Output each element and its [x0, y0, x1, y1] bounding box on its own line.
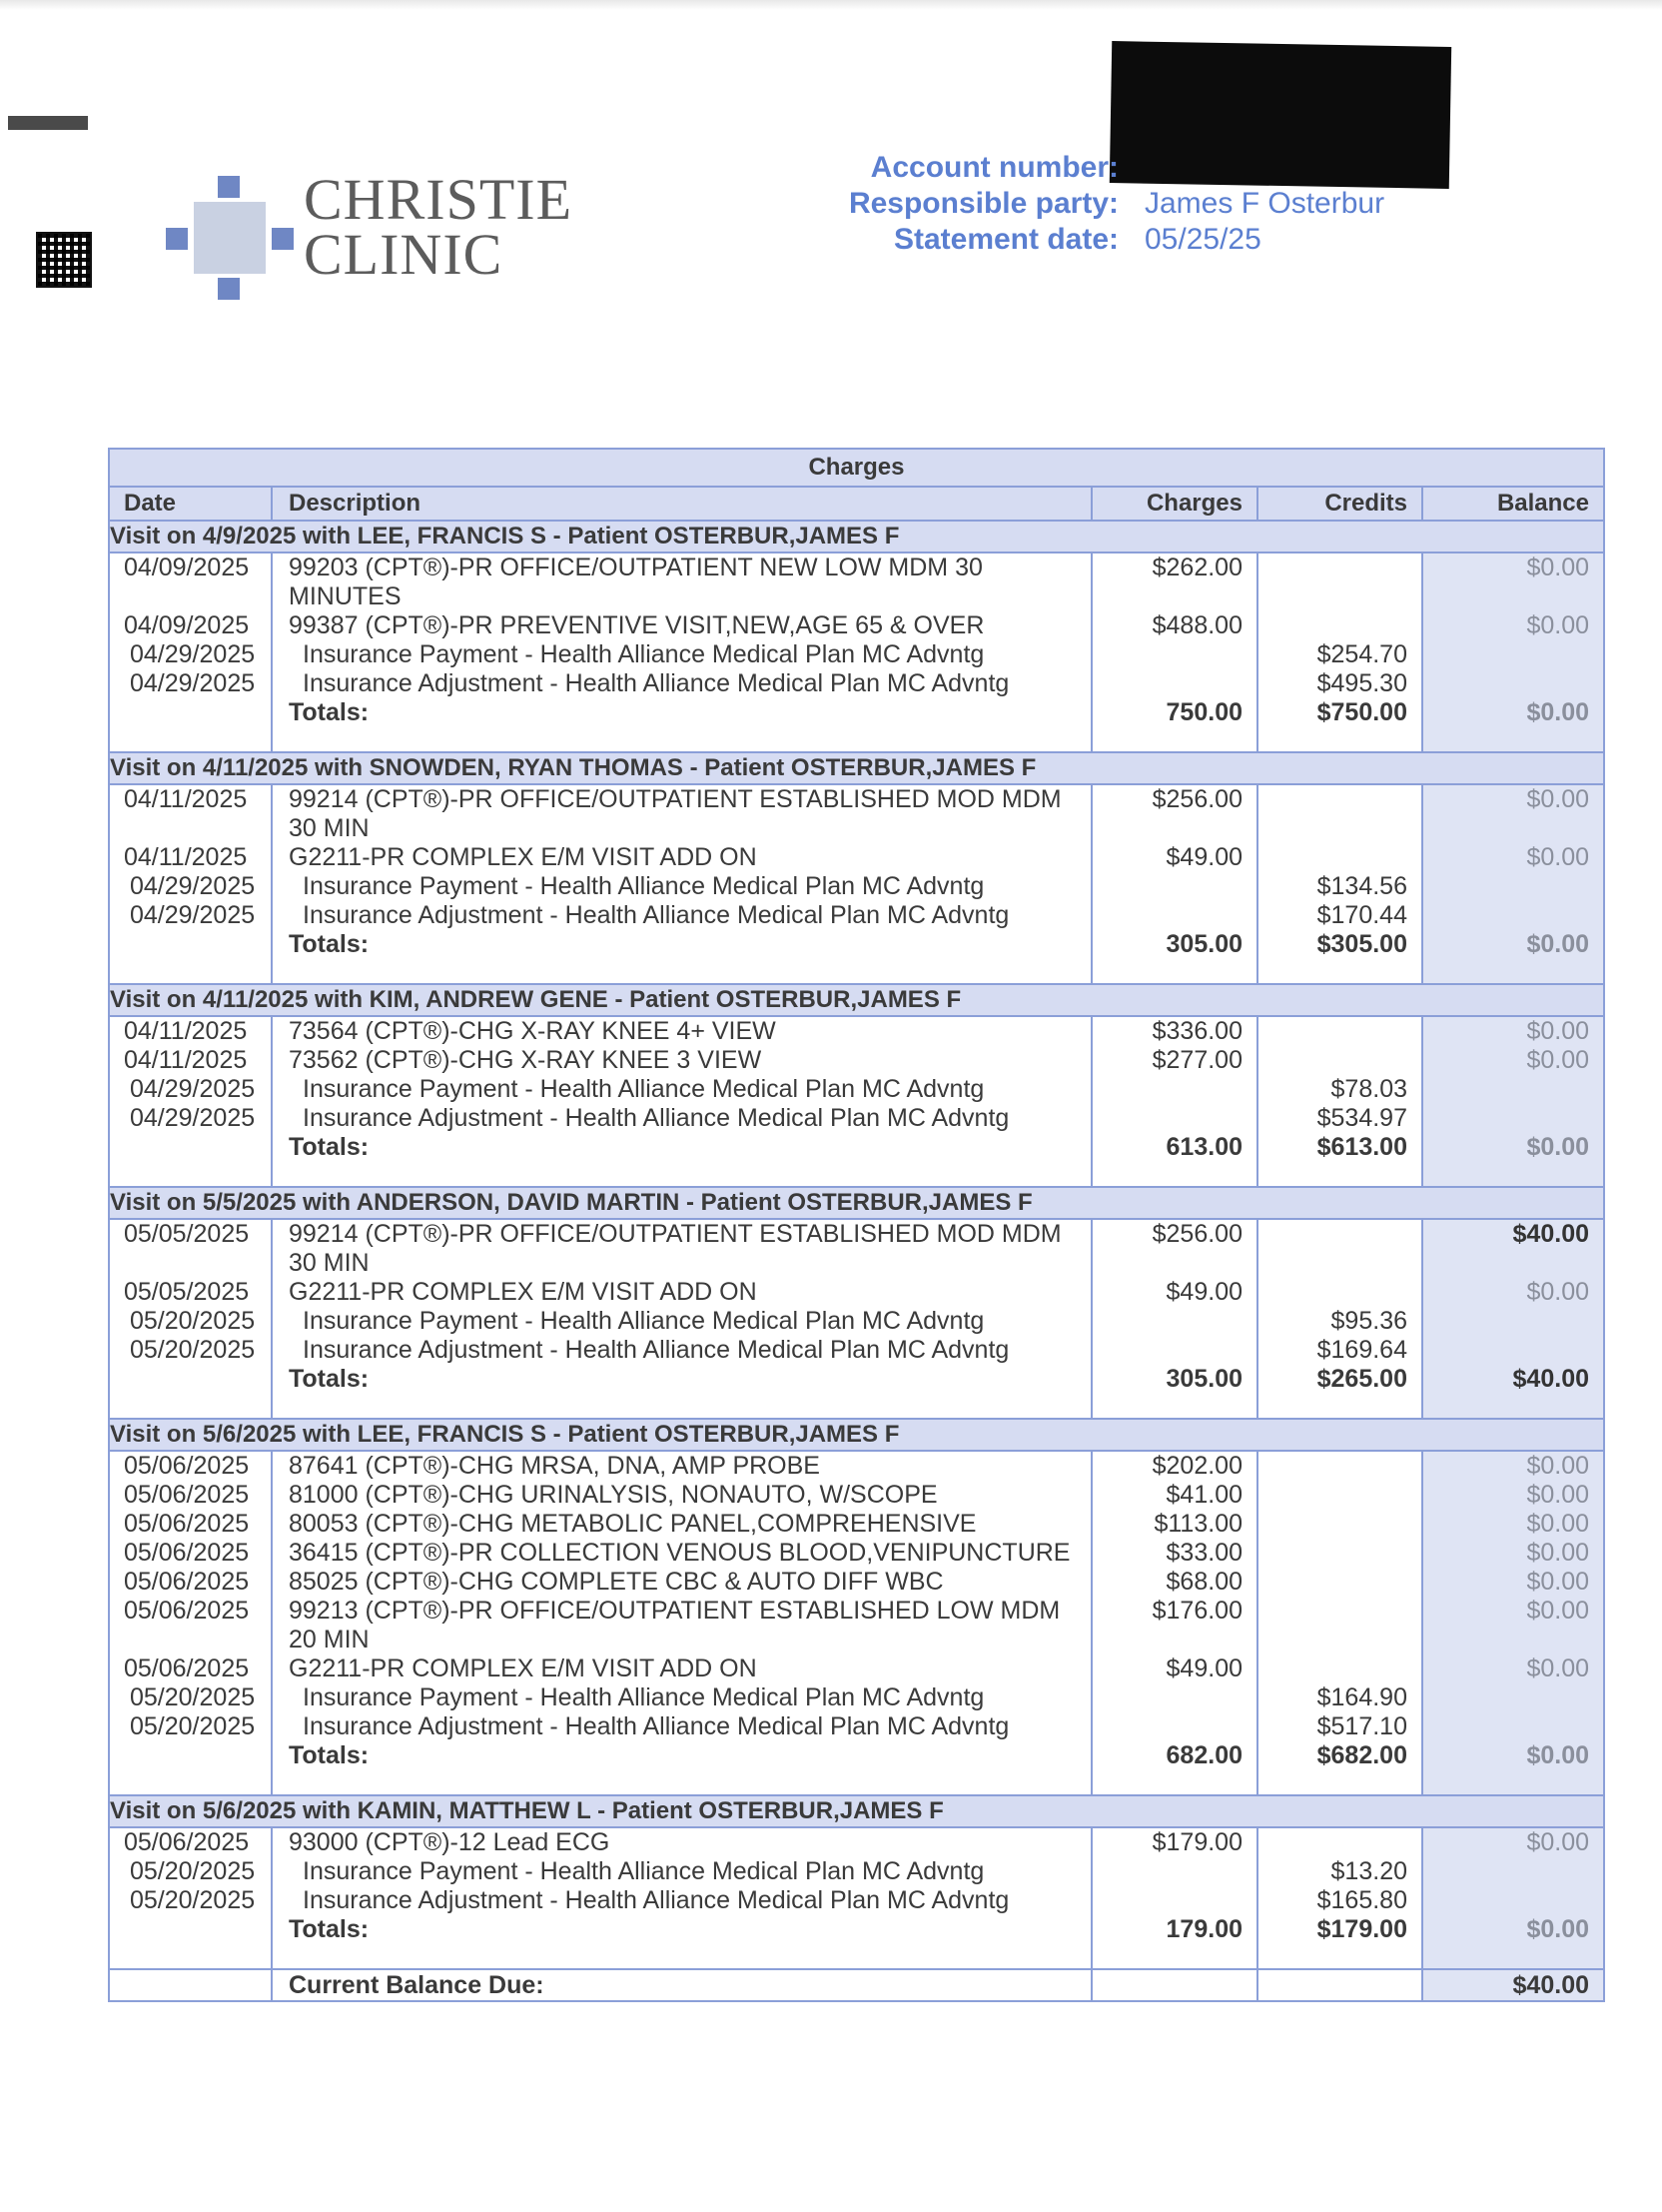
visit-header: Visit on 5/6/2025 with KAMIN, MATTHEW L - Patient OSTERBUR,JAMES F — [109, 1795, 1604, 1827]
totals-label: Totals: — [272, 1741, 1092, 1770]
line-date: 05/20/2025 — [109, 1857, 272, 1886]
visit-header: Visit on 5/6/2025 with LEE, FRANCIS S - Patient OSTERBUR,JAMES F — [109, 1419, 1604, 1451]
line-charge: $256.00 — [1092, 784, 1257, 843]
table-row — [109, 1104, 1604, 1133]
line-charge — [1092, 872, 1257, 901]
line-description: Insurance Adjustment - Health Alliance Medical Plan MC Advntg — [272, 901, 1092, 930]
account-number-label: Account number: — [870, 151, 1119, 184]
totals-date-cell — [109, 1365, 272, 1394]
table-row — [109, 1886, 1604, 1915]
line-description: Insurance Adjustment - Health Alliance Medical Plan MC Advntg — [272, 1336, 1092, 1365]
totals-charge: 613.00 — [1092, 1133, 1257, 1162]
line-credit — [1257, 1481, 1422, 1510]
line-balance — [1422, 872, 1604, 901]
line-credit — [1257, 1510, 1422, 1539]
line-date: 04/11/2025 — [109, 1016, 272, 1046]
statement-date-value: 05/25/25 — [1145, 223, 1261, 256]
line-description: 81000 (CPT®)-CHG URINALYSIS, NONAUTO, W/SCOPE — [272, 1481, 1092, 1510]
line-date: 05/06/2025 — [109, 1568, 272, 1597]
line-date: 04/29/2025 — [109, 901, 272, 930]
line-balance — [1422, 1104, 1604, 1133]
totals-credit: $179.00 — [1257, 1915, 1422, 1944]
line-charge: $49.00 — [1092, 843, 1257, 872]
line-balance: $0.00 — [1422, 553, 1604, 611]
totals-row — [109, 1741, 1604, 1770]
current-balance-value: $40.00 — [1422, 1969, 1604, 2001]
line-credit: $517.10 — [1257, 1712, 1422, 1741]
line-date: 05/20/2025 — [109, 1336, 272, 1365]
line-description: Insurance Payment - Health Alliance Medical Plan MC Advntg — [272, 1857, 1092, 1886]
visit-spacer-row — [109, 959, 1604, 984]
line-credit — [1257, 1451, 1422, 1481]
table-row — [109, 1568, 1604, 1597]
spacer-cell — [1422, 1394, 1604, 1419]
line-date: 05/06/2025 — [109, 1597, 272, 1655]
totals-date-cell — [109, 1915, 272, 1944]
line-credit: $169.64 — [1257, 1336, 1422, 1365]
table-row — [109, 901, 1604, 930]
line-date: 05/05/2025 — [109, 1219, 272, 1278]
line-balance: $0.00 — [1422, 1510, 1604, 1539]
visit-header: Visit on 4/11/2025 with SNOWDEN, RYAN THOMAS - Patient OSTERBUR,JAMES F — [109, 752, 1604, 784]
spacer-cell — [109, 727, 272, 752]
totals-label: Totals: — [272, 930, 1092, 959]
line-description: Insurance Payment - Health Alliance Medical Plan MC Advntg — [272, 1683, 1092, 1712]
table-row — [109, 1683, 1604, 1712]
clinic-name-line1: CHRISTIE — [304, 167, 572, 232]
totals-balance: $0.00 — [1422, 1741, 1604, 1770]
line-balance: $0.00 — [1422, 1655, 1604, 1683]
logo-center-icon — [194, 202, 266, 274]
line-description: 85025 (CPT®)-CHG COMPLETE CBC & AUTO DIFF WBC — [272, 1568, 1092, 1597]
charges-table — [108, 448, 1605, 2002]
clinic-name-line2: CLINIC — [304, 222, 503, 287]
visit-header-row — [109, 521, 1604, 553]
line-date: 04/29/2025 — [109, 1104, 272, 1133]
table-row — [109, 1219, 1604, 1278]
line-description: Insurance Adjustment - Health Alliance Medical Plan MC Advntg — [272, 669, 1092, 698]
table-row — [109, 1655, 1604, 1683]
column-header-credits: Credits — [1257, 487, 1422, 521]
line-charge: $33.00 — [1092, 1539, 1257, 1568]
spacer-cell — [1257, 1394, 1422, 1419]
line-credit — [1257, 784, 1422, 843]
spacer-cell — [1092, 1770, 1257, 1795]
column-header-charges: Charges — [1092, 487, 1257, 521]
table-row — [109, 1307, 1604, 1336]
table-title: Charges — [109, 449, 1604, 487]
logo-square-icon — [272, 228, 294, 250]
totals-balance: $0.00 — [1422, 698, 1604, 727]
line-balance — [1422, 1336, 1604, 1365]
totals-label: Totals: — [272, 1133, 1092, 1162]
table-row — [109, 1827, 1604, 1857]
line-date: 04/29/2025 — [109, 669, 272, 698]
line-credit — [1257, 1655, 1422, 1683]
visit-header: Visit on 4/9/2025 with LEE, FRANCIS S - Patient OSTERBUR,JAMES F — [109, 521, 1604, 553]
line-description: Insurance Adjustment - Health Alliance Medical Plan MC Advntg — [272, 1712, 1092, 1741]
spacer-cell — [1257, 1162, 1422, 1187]
line-credit: $170.44 — [1257, 901, 1422, 930]
line-date: 04/11/2025 — [109, 784, 272, 843]
line-description: 73564 (CPT®)-CHG X-RAY KNEE 4+ VIEW — [272, 1016, 1092, 1046]
line-credit: $78.03 — [1257, 1075, 1422, 1104]
line-charge: $336.00 — [1092, 1016, 1257, 1046]
totals-credit: $682.00 — [1257, 1741, 1422, 1770]
visit-header-row — [109, 1795, 1604, 1827]
line-description: 87641 (CPT®)-CHG MRSA, DNA, AMP PROBE — [272, 1451, 1092, 1481]
logo-square-icon — [218, 176, 240, 198]
visit-spacer-row — [109, 727, 1604, 752]
spacer-cell — [272, 1944, 1092, 1969]
line-charge — [1092, 1886, 1257, 1915]
line-description: 99387 (CPT®)-PR PREVENTIVE VISIT,NEW,AGE 65 & OVER — [272, 611, 1092, 640]
line-balance — [1422, 1857, 1604, 1886]
line-date: 05/20/2025 — [109, 1307, 272, 1336]
totals-charge: 305.00 — [1092, 930, 1257, 959]
line-description: Insurance Adjustment - Health Alliance Medical Plan MC Advntg — [272, 1886, 1092, 1915]
line-date: 04/09/2025 — [109, 611, 272, 640]
visit-spacer-row — [109, 1770, 1604, 1795]
totals-balance: $0.00 — [1422, 1915, 1604, 1944]
line-date: 04/11/2025 — [109, 843, 272, 872]
table-row — [109, 1712, 1604, 1741]
table-row — [109, 553, 1604, 611]
line-credit: $95.36 — [1257, 1307, 1422, 1336]
line-date: 05/06/2025 — [109, 1655, 272, 1683]
totals-label: Totals: — [272, 1365, 1092, 1394]
line-credit — [1257, 1219, 1422, 1278]
line-charge — [1092, 669, 1257, 698]
line-credit: $495.30 — [1257, 669, 1422, 698]
table-body — [109, 521, 1604, 1969]
spacer-cell — [1092, 727, 1257, 752]
table-row — [109, 1046, 1604, 1075]
line-balance: $0.00 — [1422, 784, 1604, 843]
table-row — [109, 1539, 1604, 1568]
totals-date-cell — [109, 930, 272, 959]
table-row — [109, 1016, 1604, 1046]
current-balance-label: Current Balance Due: — [272, 1969, 1092, 2001]
visit-header-row — [109, 1187, 1604, 1219]
line-balance: $0.00 — [1422, 1046, 1604, 1075]
barcode-icon — [36, 232, 92, 288]
visit-spacer-row — [109, 1394, 1604, 1419]
column-header-date: Date — [109, 487, 272, 521]
spacer-cell — [1257, 959, 1422, 984]
totals-label: Totals: — [272, 1915, 1092, 1944]
spacer-cell — [1257, 727, 1422, 752]
line-date: 05/06/2025 — [109, 1481, 272, 1510]
table-row — [109, 640, 1604, 669]
account-info — [819, 150, 1384, 258]
spacer-cell — [1092, 1944, 1257, 1969]
line-charge — [1092, 1075, 1257, 1104]
totals-row — [109, 1365, 1604, 1394]
totals-row — [109, 698, 1604, 727]
line-date: 05/06/2025 — [109, 1827, 272, 1857]
line-date: 05/06/2025 — [109, 1539, 272, 1568]
line-description: 80053 (CPT®)-CHG METABOLIC PANEL,COMPREHENSIVE — [272, 1510, 1092, 1539]
line-description: 36415 (CPT®)-PR COLLECTION VENOUS BLOOD,VENIPUNCTURE — [272, 1539, 1092, 1568]
line-description: 99214 (CPT®)-PR OFFICE/OUTPATIENT ESTABLISHED MOD MDM 30 MIN — [272, 784, 1092, 843]
line-balance — [1422, 1712, 1604, 1741]
line-charge: $68.00 — [1092, 1568, 1257, 1597]
statement-date-label: Statement date: — [893, 223, 1119, 256]
line-date: 05/06/2025 — [109, 1510, 272, 1539]
visit-spacer-row — [109, 1944, 1604, 1969]
line-balance: $0.00 — [1422, 1451, 1604, 1481]
line-charge: $176.00 — [1092, 1597, 1257, 1655]
spacer-cell — [272, 1394, 1092, 1419]
line-description: 99214 (CPT®)-PR OFFICE/OUTPATIENT ESTABLISHED MOD MDM 30 MIN — [272, 1219, 1092, 1278]
visit-header-row — [109, 752, 1604, 784]
line-date: 05/05/2025 — [109, 1278, 272, 1307]
line-credit: $534.97 — [1257, 1104, 1422, 1133]
table-row — [109, 1510, 1604, 1539]
line-credit: $254.70 — [1257, 640, 1422, 669]
line-charge: $202.00 — [1092, 1451, 1257, 1481]
line-date: 05/20/2025 — [109, 1886, 272, 1915]
totals-credit: $750.00 — [1257, 698, 1422, 727]
spacer-cell — [109, 959, 272, 984]
totals-row — [109, 1133, 1604, 1162]
line-balance: $0.00 — [1422, 1016, 1604, 1046]
line-description: G2211-PR COMPLEX E/M VISIT ADD ON — [272, 1655, 1092, 1683]
line-balance: $40.00 — [1422, 1219, 1604, 1278]
line-balance: $0.00 — [1422, 1481, 1604, 1510]
visit-header-row — [109, 1419, 1604, 1451]
line-description: Insurance Payment - Health Alliance Medical Plan MC Advntg — [272, 640, 1092, 669]
line-credit — [1257, 1597, 1422, 1655]
table-row — [109, 872, 1604, 901]
line-charge: $488.00 — [1092, 611, 1257, 640]
totals-row — [109, 930, 1604, 959]
line-balance — [1422, 1683, 1604, 1712]
column-header-description: Description — [272, 487, 1092, 521]
line-credit — [1257, 1278, 1422, 1307]
table-row — [109, 1451, 1604, 1481]
line-credit — [1257, 553, 1422, 611]
spacer-cell — [1422, 959, 1604, 984]
totals-row — [109, 1915, 1604, 1944]
line-credit — [1257, 843, 1422, 872]
totals-charge: 750.00 — [1092, 698, 1257, 727]
line-date: 04/29/2025 — [109, 1075, 272, 1104]
line-description: 93000 (CPT®)-12 Lead ECG — [272, 1827, 1092, 1857]
line-charge — [1092, 1336, 1257, 1365]
spacer-cell — [109, 1394, 272, 1419]
line-description: Insurance Payment - Health Alliance Medical Plan MC Advntg — [272, 1075, 1092, 1104]
line-balance: $0.00 — [1422, 1827, 1604, 1857]
line-balance — [1422, 1075, 1604, 1104]
totals-charge: 682.00 — [1092, 1741, 1257, 1770]
spacer-cell — [1092, 959, 1257, 984]
table-row — [109, 1857, 1604, 1886]
spacer-cell — [272, 1162, 1092, 1187]
line-credit — [1257, 1016, 1422, 1046]
line-charge: $262.00 — [1092, 553, 1257, 611]
line-credit — [1257, 1827, 1422, 1857]
spacer-cell — [109, 1770, 272, 1795]
line-balance — [1422, 640, 1604, 669]
totals-charge: 305.00 — [1092, 1365, 1257, 1394]
line-credit: $164.90 — [1257, 1683, 1422, 1712]
line-charge — [1092, 640, 1257, 669]
clinic-logo — [166, 167, 595, 292]
line-credit: $13.20 — [1257, 1857, 1422, 1886]
line-date: 05/06/2025 — [109, 1451, 272, 1481]
clinic-wordmark — [304, 167, 572, 287]
line-charge — [1092, 901, 1257, 930]
totals-date-cell — [109, 1741, 272, 1770]
redaction-mark — [8, 116, 88, 130]
responsible-party-label: Responsible party: — [848, 187, 1119, 220]
line-date: 04/29/2025 — [109, 640, 272, 669]
current-balance-row — [109, 1969, 1604, 2001]
line-charge: $256.00 — [1092, 1219, 1257, 1278]
spacer-cell — [272, 959, 1092, 984]
line-balance — [1422, 669, 1604, 698]
line-description: Insurance Payment - Health Alliance Medical Plan MC Advntg — [272, 872, 1092, 901]
line-balance — [1422, 901, 1604, 930]
totals-credit: $613.00 — [1257, 1133, 1422, 1162]
line-charge: $41.00 — [1092, 1481, 1257, 1510]
visit-header: Visit on 4/11/2025 with KIM, ANDREW GENE - Patient OSTERBUR,JAMES F — [109, 984, 1604, 1016]
spacer-cell — [1422, 1162, 1604, 1187]
line-credit — [1257, 1046, 1422, 1075]
line-date: 04/09/2025 — [109, 553, 272, 611]
responsible-party-value: James F Osterbur — [1145, 187, 1385, 220]
line-balance: $0.00 — [1422, 1278, 1604, 1307]
table-row — [109, 1597, 1604, 1655]
spacer-cell — [1422, 727, 1604, 752]
spacer-cell — [272, 1770, 1092, 1795]
current-balance-date-cell — [109, 1969, 272, 2001]
line-charge: $277.00 — [1092, 1046, 1257, 1075]
spacer-cell — [1257, 1944, 1422, 1969]
table-row — [109, 1336, 1604, 1365]
table-row — [109, 1278, 1604, 1307]
line-balance: $0.00 — [1422, 843, 1604, 872]
column-header-balance: Balance — [1422, 487, 1604, 521]
line-description: 73562 (CPT®)-CHG X-RAY KNEE 3 VIEW — [272, 1046, 1092, 1075]
visit-header-row — [109, 984, 1604, 1016]
line-charge: $113.00 — [1092, 1510, 1257, 1539]
line-charge: $179.00 — [1092, 1827, 1257, 1857]
line-credit: $134.56 — [1257, 872, 1422, 901]
totals-date-cell — [109, 698, 272, 727]
line-charge — [1092, 1104, 1257, 1133]
spacer-cell — [1257, 1770, 1422, 1795]
line-credit — [1257, 1568, 1422, 1597]
current-balance-charge-cell — [1092, 1969, 1257, 2001]
totals-balance: $0.00 — [1422, 1133, 1604, 1162]
line-charge — [1092, 1307, 1257, 1336]
line-description: Insurance Adjustment - Health Alliance Medical Plan MC Advntg — [272, 1104, 1092, 1133]
line-date: 05/20/2025 — [109, 1683, 272, 1712]
line-credit — [1257, 611, 1422, 640]
line-description: 99213 (CPT®)-PR OFFICE/OUTPATIENT ESTABLISHED LOW MDM 20 MIN — [272, 1597, 1092, 1655]
line-balance — [1422, 1886, 1604, 1915]
line-charge — [1092, 1683, 1257, 1712]
spacer-cell — [1422, 1770, 1604, 1795]
line-balance — [1422, 1307, 1604, 1336]
logo-square-icon — [218, 278, 240, 300]
line-charge: $49.00 — [1092, 1278, 1257, 1307]
spacer-cell — [1092, 1162, 1257, 1187]
table-row — [109, 1075, 1604, 1104]
line-balance: $0.00 — [1422, 1539, 1604, 1568]
line-description: G2211-PR COMPLEX E/M VISIT ADD ON — [272, 843, 1092, 872]
line-balance: $0.00 — [1422, 1568, 1604, 1597]
line-description: Insurance Payment - Health Alliance Medical Plan MC Advntg — [272, 1307, 1092, 1336]
line-balance: $0.00 — [1422, 1597, 1604, 1655]
line-balance: $0.00 — [1422, 611, 1604, 640]
visit-header: Visit on 5/5/2025 with ANDERSON, DAVID MARTIN - Patient OSTERBUR,JAMES F — [109, 1187, 1604, 1219]
line-credit — [1257, 1539, 1422, 1568]
line-date: 05/20/2025 — [109, 1712, 272, 1741]
table-row — [109, 784, 1604, 843]
current-balance-credit-cell — [1257, 1969, 1422, 2001]
line-charge: $49.00 — [1092, 1655, 1257, 1683]
spacer-cell — [109, 1944, 272, 1969]
visit-spacer-row — [109, 1162, 1604, 1187]
totals-charge: 179.00 — [1092, 1915, 1257, 1944]
spacer-cell — [272, 727, 1092, 752]
totals-balance: $0.00 — [1422, 930, 1604, 959]
totals-credit: $305.00 — [1257, 930, 1422, 959]
line-date: 04/29/2025 — [109, 872, 272, 901]
totals-balance: $40.00 — [1422, 1365, 1604, 1394]
scan-top-edge — [0, 0, 1662, 10]
line-credit: $165.80 — [1257, 1886, 1422, 1915]
table-row — [109, 1481, 1604, 1510]
totals-label: Totals: — [272, 698, 1092, 727]
totals-credit: $265.00 — [1257, 1365, 1422, 1394]
table-row — [109, 843, 1604, 872]
line-date: 04/11/2025 — [109, 1046, 272, 1075]
table-row — [109, 669, 1604, 698]
spacer-cell — [1422, 1944, 1604, 1969]
table-row — [109, 611, 1604, 640]
totals-date-cell — [109, 1133, 272, 1162]
spacer-cell — [1092, 1394, 1257, 1419]
spacer-cell — [109, 1162, 272, 1187]
line-charge — [1092, 1857, 1257, 1886]
line-description: 99203 (CPT®)-PR OFFICE/OUTPATIENT NEW LOW MDM 30 MINUTES — [272, 553, 1092, 611]
line-charge — [1092, 1712, 1257, 1741]
line-description: G2211-PR COMPLEX E/M VISIT ADD ON — [272, 1278, 1092, 1307]
logo-square-icon — [166, 228, 188, 250]
